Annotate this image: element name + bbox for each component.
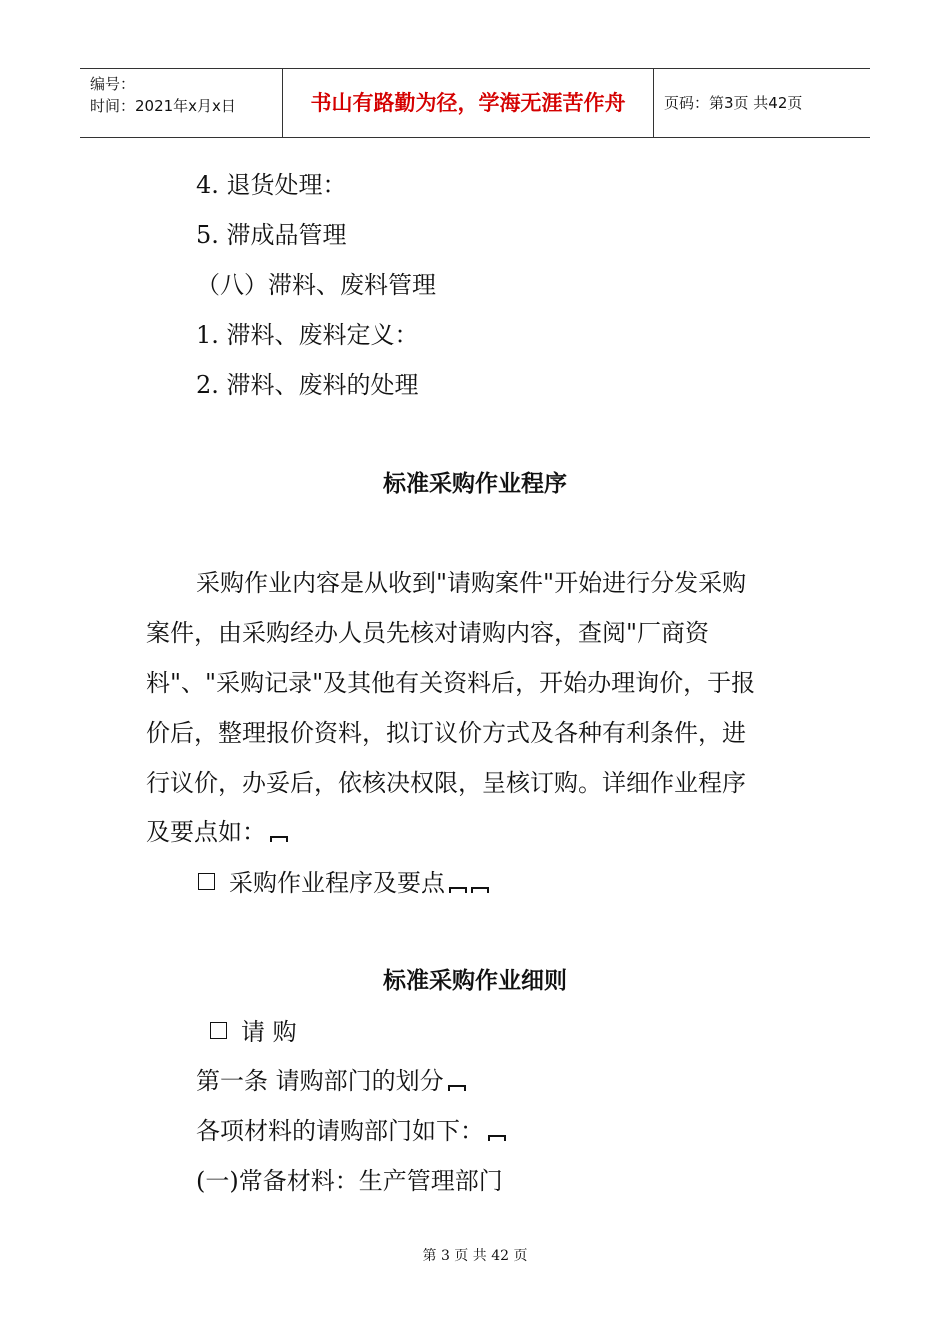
section-request xyxy=(210,1017,297,1047)
checkbox-square-icon xyxy=(198,873,215,890)
article-1-text: 第一条 请购部门的划分 xyxy=(196,1067,444,1095)
return-mark-icon xyxy=(488,1135,506,1141)
article-1-sub-text: 各项材料的请购部门如下： xyxy=(196,1117,484,1145)
header-motto: 书山有路勤为径，学海无涯苦作舟 xyxy=(282,69,654,137)
checkbox-square-icon xyxy=(210,1022,227,1039)
paragraph-line-6 xyxy=(146,817,288,847)
return-mark-icon xyxy=(471,887,489,893)
header-time-label: 时间：2021年x月x日 xyxy=(90,97,236,115)
article-1-item-1: (一)常备材料：生产管理部门 xyxy=(196,1167,503,1195)
list-item-stagnant-goods: 5. 滞成品管理 xyxy=(196,221,347,249)
page-footer: 第 3 页 共 42 页 xyxy=(422,1248,528,1264)
heading-standard-procedure: 标准采购作业程序 xyxy=(383,471,567,497)
list-item-definition: 1. 滞料、废料定义： xyxy=(196,321,419,349)
paragraph-line-5: 行议价，办妥后，依核决权限，呈核订购。详细作业程序 xyxy=(146,769,746,797)
document-header xyxy=(80,68,870,138)
paragraph-line-6-text: 及要点如： xyxy=(146,818,266,846)
heading-standard-rules: 标准采购作业细则 xyxy=(383,968,567,994)
list-item-processing: 2. 滞料、废料的处理 xyxy=(196,371,419,399)
item-procedure-points xyxy=(198,868,489,898)
return-mark-icon xyxy=(270,836,288,842)
list-item-return-handling: 4. 退货处理： xyxy=(196,171,347,199)
header-left-cell xyxy=(80,69,282,137)
article-1 xyxy=(196,1066,466,1096)
section-request-text: 请 购 xyxy=(241,1018,297,1046)
header-page-label: 页码：第3页 共42页 xyxy=(664,94,803,112)
paragraph-line-2: 案件，由采购经办人员先核对请购内容，查阅"厂商资 xyxy=(146,619,710,647)
return-mark-icon xyxy=(448,1085,466,1091)
paragraph-line-3: 料"、"采购记录"及其他有关资料后，开始办理询价，于报 xyxy=(146,669,756,697)
item-procedure-points-text: 采购作业程序及要点 xyxy=(229,869,445,897)
paragraph-line-4: 价后，整理报价资料，拟订议价方式及各种有利条件，进 xyxy=(146,719,746,747)
paragraph-line-1: 采购作业内容是从收到"请购案件"开始进行分发采购 xyxy=(196,569,747,597)
section-heading-stagnant-waste: （八）滞料、废料管理 xyxy=(196,271,436,299)
article-1-sub xyxy=(196,1116,506,1146)
header-number-label: 编号： xyxy=(90,75,136,93)
return-mark-icon xyxy=(449,887,467,893)
